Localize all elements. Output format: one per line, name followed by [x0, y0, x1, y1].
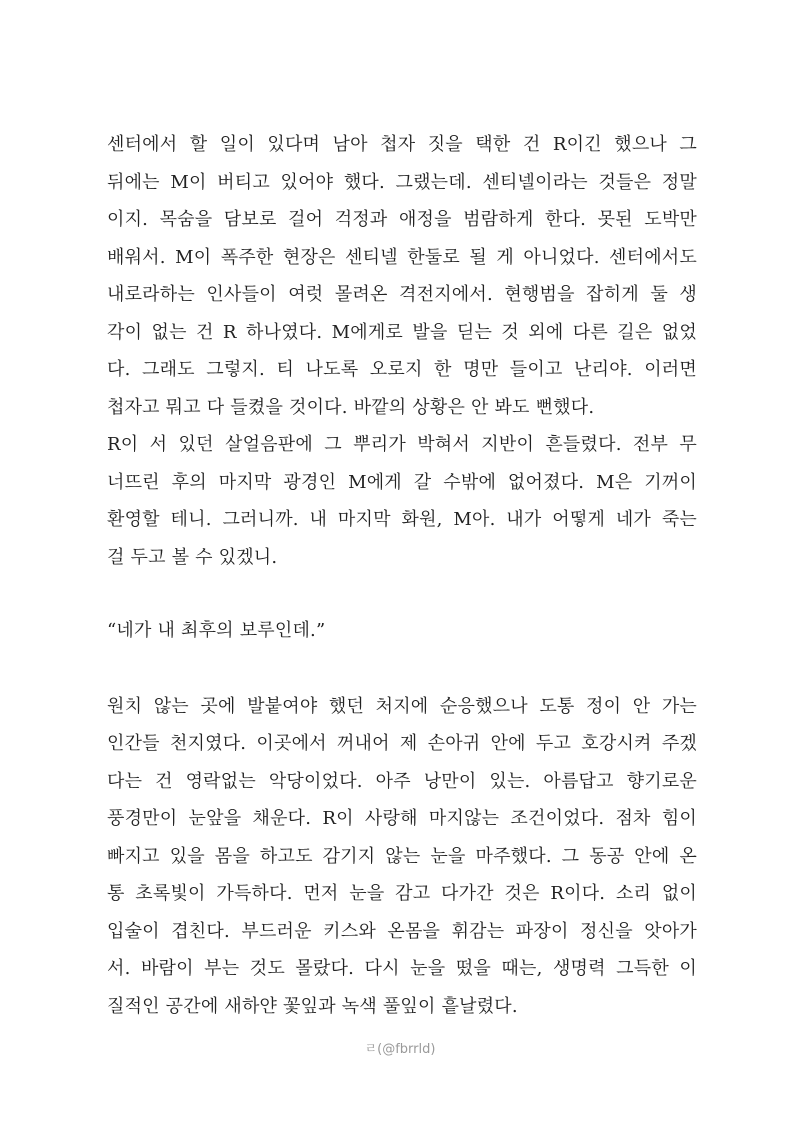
text-line: 너뜨린 후의 마지막 광경인 M에게 갈 수밖에 없어졌다. M은 기꺼이 [107, 471, 697, 493]
text-line: 다는 건 영락없는 악당이었다. 아주 낭만이 있는. 아름답고 향기로운 [107, 770, 697, 792]
paragraph-1 [107, 126, 697, 426]
text-line: 환영할 테니. 그러니까. 내 마지막 화원, M아. 내가 어떻게 네가 죽는 [107, 509, 697, 530]
text-line: 질적인 공간에 새하얀 꽃잎과 녹색 풀잎이 흩날렸다. [107, 995, 518, 1017]
text-line: 뒤에는 M이 버티고 있어야 했다. 그랬는데. 센티넬이라는 것들은 정말 [107, 171, 697, 193]
text-line: 빠지고 있을 몸을 하고도 감기지 않는 눈을 마주했다. 그 동공 안에 온 [107, 845, 697, 867]
text-line: 이지. 목숨을 담보로 걸어 걱정과 애정을 범람하게 한다. 못된 도박만 [107, 209, 697, 230]
text-line: 원치 않는 곳에 발붙여야 했던 처지에 순응했으나 도통 정이 안 가는 [107, 695, 697, 717]
text-line: 인간들 천지였다. 이곳에서 꺼내어 제 손아귀 안에 두고 호강시켜 주겠 [107, 733, 697, 754]
story-body [107, 126, 697, 1025]
text-line: 각이 없는 건 R 하나였다. M에게로 발을 딛는 것 외에 다른 길은 없었 [107, 321, 697, 343]
text-line: 배워서. M이 폭주한 현장은 센티넬 한둘로 될 게 아니었다. 센터에서도 [107, 246, 697, 268]
paragraph-3 [107, 688, 697, 1026]
paragraph-gap [107, 650, 697, 688]
text-line: 내로라하는 인사들이 여럿 몰려온 격전지에서. 현행범을 잡히게 둘 생 [107, 284, 697, 305]
text-line: 풍경만이 눈앞을 채운다. R이 사랑해 마지않는 조건이었다. 점차 힘이 [107, 808, 697, 829]
dialogue-line: “네가 내 최후의 보루인데.” [107, 620, 326, 641]
text-line: 걸 두고 볼 수 있겠니. [107, 546, 278, 568]
text-line: 입술이 겹친다. 부드러운 키스와 온몸을 휘감는 파장이 정신을 앗아가 [107, 920, 697, 942]
text-line: R이 서 있던 살얼음판에 그 뿌리가 박혀서 지반이 흔들렸다. 전부 무 [107, 434, 697, 455]
paragraph-gap [107, 576, 697, 612]
text-line: 첩자고 뭐고 다 들켰을 것이다. 바깥의 상황은 안 봐도 뻔했다. [107, 396, 595, 418]
text-line: 서. 바람이 부는 것도 몰랐다. 다시 눈을 떴을 때는, 생명력 그득한 이 [107, 958, 697, 979]
text-line: 통 초록빛이 가득하다. 먼저 눈을 감고 다가간 것은 R이다. 소리 없이 [107, 883, 697, 904]
paragraph-2 [107, 426, 697, 576]
author-credit: ㄹ(@fbrrld) [364, 1042, 436, 1057]
text-line: 다. 그래도 그렇지. 티 나도록 오로지 한 명만 들이고 난리야. 이러면 [107, 359, 697, 380]
text-line: 센터에서 할 일이 있다며 남아 첩자 짓을 택한 건 R이긴 했으나 그 [107, 134, 697, 155]
